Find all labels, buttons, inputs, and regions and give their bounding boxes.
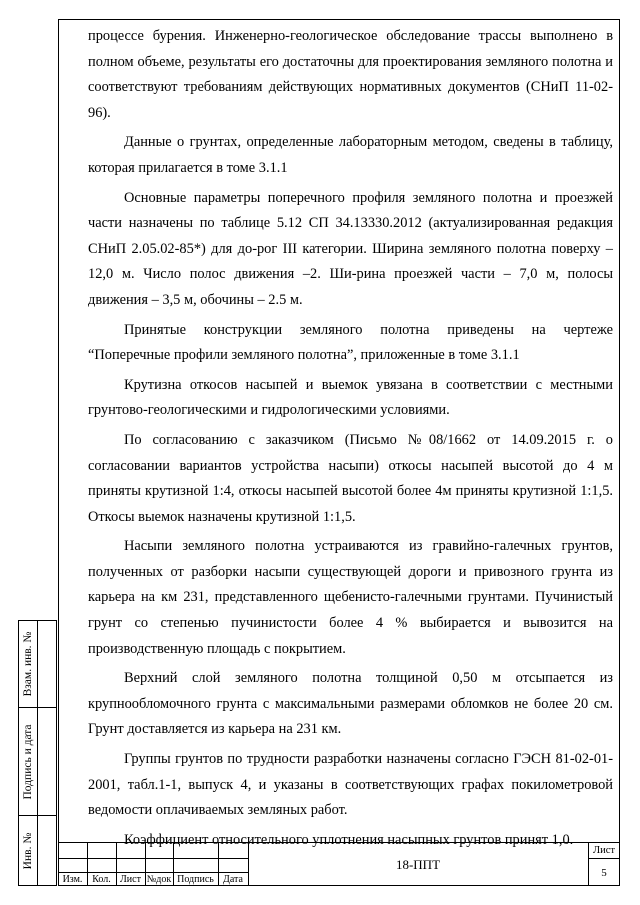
title-block-header-list: Лист [120, 874, 141, 885]
paragraph: Основные параметры поперечного профиля земляного полотна и проезжей части назначены по таблице 5.12 СП 34.13330.2012 (актуализированная редакция СНиП 2.05.02-85*) для до-рог III категории. Ширина земляного полотна поверху – 12,0 м. Число полос движения –2. Ши-рина проезжей части – 7,0 м, полосы движения – 3,5 м, обочины – 2.5 м. [88, 189, 613, 308]
side-stamp-podpis [18, 707, 57, 816]
paragraph: Данные о грунтах, определенные лабораторным методом, сведены в таблицу, которая прилагается в томе 3.1.1 [88, 134, 613, 176]
title-block-header-data: Дата [223, 874, 243, 885]
paragraph: Верхний слой земляного полотна толщиной 0,50 м отсыпается из крупнообломочного грунта с максимальными размерами обломков не более 20 см. Грунт доставляется из карьера на 231 км. [88, 670, 613, 738]
sheet-label: Лист [593, 845, 615, 856]
side-stamp-vzam [18, 620, 57, 708]
paragraph: Коэффициент относительного уплотнения насыпных грунтов принят 1,0. [124, 831, 574, 848]
side-stamp-inv-label: Инв. № [22, 832, 34, 869]
paragraph: По согласованию с заказчиком (Письмо №08/1662 от 14.09.2015 г. о согласовании вариантов устройства насыпи) откосы насыпей высотой до 4 м приняты крутизной 1:4, откосы насыпей высотой более 4м приняты крутизной 1:1,5. Откосы выемок назначены крутизной 1:1,5. [88, 431, 613, 525]
title-block [58, 842, 620, 886]
title-block-header-izm: Изм. [62, 874, 83, 885]
title-block-header-ndok: №док [146, 874, 172, 885]
title-block-header-kol: Кол. [92, 874, 111, 885]
paragraph: Крутизна откосов насыпей и выемок увязана в соответствии с местными грунтово-геологическими и гидрологическими условиями. [88, 376, 613, 419]
side-stamp-vzam-label: Взам. инв. № [22, 631, 34, 697]
paragraph: процессе бурения. Инженерно-геологическое обследование трассы выполнено в полном объеме, результаты его достаточны для проектирования земляного полотна и соответствуют требованиям действующих нормативных документов (СНиП 11-02-96). [88, 28, 613, 121]
title-block-header-podpis: Подпись [177, 874, 214, 885]
side-stamp-inv [18, 815, 57, 886]
document-code: 18-ППТ [395, 857, 441, 872]
document-body [88, 24, 613, 853]
side-stamp-podpis-label: Подпись и дата [22, 723, 34, 800]
paragraph: Насыпи земляного полотна устраиваются из гравийно-галечных грунтов, полученных от разборки насыпи существующей дороги и привозного грунта из карьера на км 231, представленного щебенисто-галечными грунтами. Пучинистый грунт со степенью пучинистости более 4 % выбирается и вывозится на производственную площадь с покрытием. [88, 538, 613, 657]
sheet-number: 5 [601, 867, 607, 879]
paragraph: Принятые конструкции земляного полотна приведены на чертеже “Поперечные профили земляного полотна”, приложенные в томе 3.1.1 [88, 321, 613, 364]
paragraph: Группы грунтов по трудности разработки назначены согласно ГЭСН 81-02-01-2001, табл.1-1, выпуск 4, и указаны в соответствующих графах покилометровой ведомости оплачиваемых земляных работ. [88, 751, 613, 819]
